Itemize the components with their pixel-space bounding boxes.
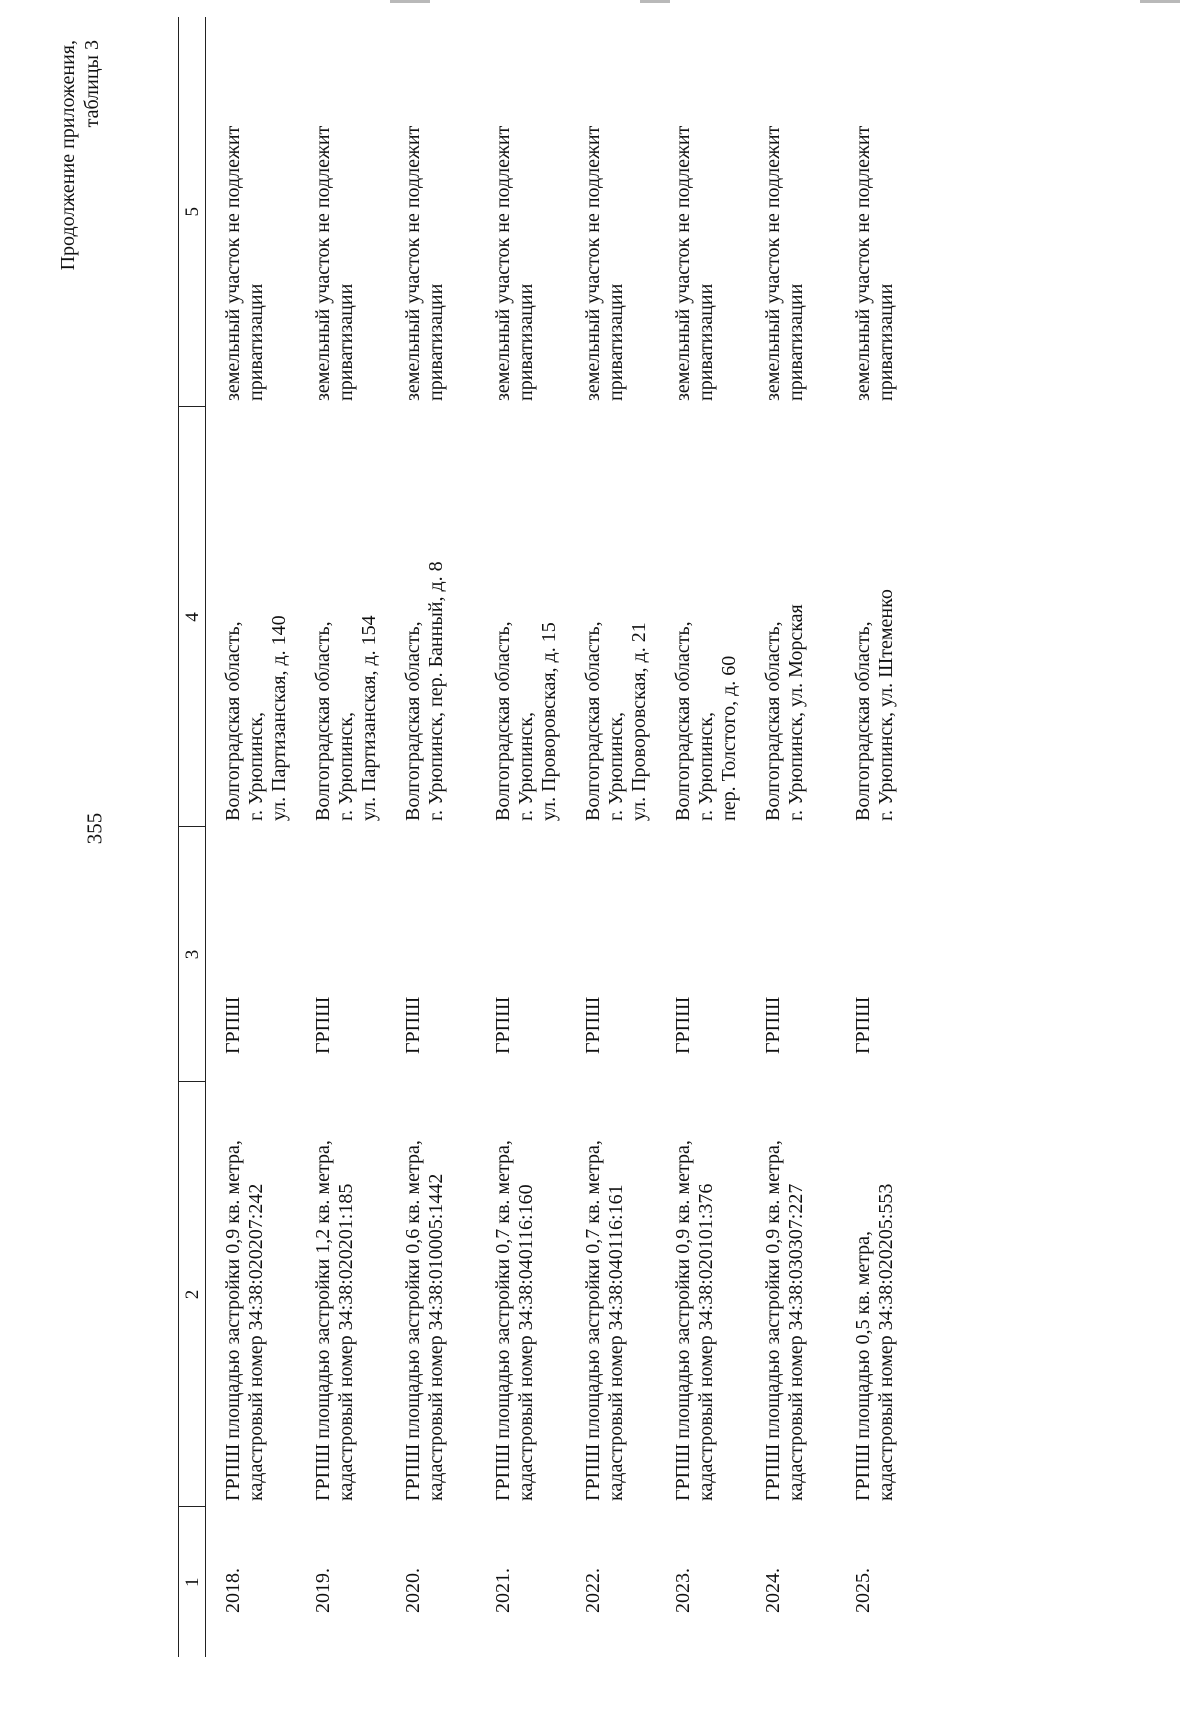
table-row (746, 17, 836, 1657)
object-description-cell (656, 1082, 746, 1507)
object-type-cell (836, 827, 926, 1082)
column-header-4: 4 (179, 407, 206, 827)
column-header-2: 2 (179, 1082, 206, 1507)
note-line: приватизации (784, 283, 807, 401)
object-type-cell (566, 827, 656, 1082)
object-type: ГРПШ (491, 996, 514, 1054)
table-header-row (179, 17, 206, 1657)
address-line: Волгоградская область, (491, 621, 514, 821)
note-line: земельный участок не подлежит (222, 125, 244, 401)
address-line: г. Урюпинск, (514, 712, 537, 821)
caption-line-1: Продолжение приложения, (57, 40, 79, 271)
row-number-cell (476, 1507, 566, 1657)
table-row (566, 17, 656, 1657)
description-line: ГРПШ площадью застройки 1,2 кв. метра, (311, 1140, 334, 1501)
description-line: кадастровый номер 34:38:020205:553 (874, 1183, 897, 1501)
note-line: приватизации (694, 283, 717, 401)
object-description-cell (296, 1082, 386, 1507)
address-line: ул. Проворовская, д. 21 (627, 622, 650, 821)
note-line: земельный участок не подлежит (311, 125, 334, 401)
note-line: приватизации (874, 283, 897, 401)
row-number: 2018. (222, 1568, 244, 1613)
description-line: кадастровый номер 34:38:030307:227 (784, 1183, 807, 1501)
note-line: земельный участок не подлежит (581, 125, 604, 401)
object-type: ГРПШ (401, 996, 424, 1054)
object-type: ГРПШ (581, 996, 604, 1054)
column-header-1: 1 (179, 1507, 206, 1657)
object-type: ГРПШ (761, 996, 784, 1054)
description-line: кадастровый номер 34:38:010005:1442 (424, 1173, 447, 1501)
note-cell (476, 17, 566, 407)
caption-line-2: таблицы 3 (81, 40, 103, 128)
address-cell (386, 407, 476, 827)
row-number: 2023. (671, 1568, 694, 1613)
table-row (386, 17, 476, 1657)
address-line: г. Урюпинск, (694, 712, 717, 821)
address-line: Волгоградская область, (222, 621, 244, 821)
description-line: кадастровый номер 34:38:020207:242 (245, 1183, 267, 1501)
row-number-cell (656, 1507, 746, 1657)
row-number-cell (836, 1507, 926, 1657)
continuation-caption (56, 40, 104, 330)
description-line: кадастровый номер 34:38:020101:376 (694, 1183, 717, 1501)
table-row (296, 17, 386, 1657)
description-line: кадастровый номер 34:38:040116:161 (604, 1184, 627, 1501)
address-cell (296, 407, 386, 827)
note-cell (746, 17, 836, 407)
note-cell (656, 17, 746, 407)
registry-table (178, 17, 926, 1657)
column-header-5: 5 (179, 17, 206, 407)
address-cell (746, 407, 836, 827)
address-line: Волгоградская область, (761, 621, 784, 821)
row-number-cell (386, 1507, 476, 1657)
table-row (206, 17, 296, 1657)
row-number-cell (566, 1507, 656, 1657)
object-type-cell (656, 827, 746, 1082)
address-cell (836, 407, 926, 827)
note-cell (566, 17, 656, 407)
object-type-cell (386, 827, 476, 1082)
address-line: Волгоградская область, (851, 621, 874, 821)
note-line: земельный участок не подлежит (671, 125, 694, 401)
table-row (656, 17, 746, 1657)
object-type: ГРПШ (671, 996, 694, 1054)
address-cell (656, 407, 746, 827)
row-number: 2025. (851, 1568, 874, 1613)
description-line: ГРПШ площадью застройки 0,9 кв. метра, (671, 1140, 694, 1501)
address-line: ул. Партизанская, д. 154 (357, 615, 380, 821)
row-number: 2022. (581, 1568, 604, 1613)
object-description-cell (206, 1082, 296, 1507)
description-line: кадастровый номер 34:38:020201:185 (334, 1183, 357, 1501)
address-line: пер. Толстого, д. 60 (717, 655, 740, 821)
object-type-cell (476, 827, 566, 1082)
object-type: ГРПШ (851, 996, 874, 1054)
address-cell (206, 407, 296, 827)
object-description-cell (746, 1082, 836, 1507)
note-line: земельный участок не подлежит (851, 125, 874, 401)
row-number: 2019. (311, 1568, 334, 1613)
column-header-3: 3 (179, 827, 206, 1082)
note-line: приватизации (245, 283, 267, 401)
note-cell (386, 17, 476, 407)
page-number: 355 (82, 812, 107, 845)
row-number-cell (746, 1507, 836, 1657)
address-line: ул. Проворовская, д. 15 (537, 622, 560, 821)
note-line: приватизации (334, 283, 357, 401)
description-line: ГРПШ площадью застройки 0,9 кв. метра, (222, 1140, 244, 1501)
note-cell (206, 17, 296, 407)
address-line: г. Урюпинск, (334, 712, 357, 821)
object-type-cell (746, 827, 836, 1082)
description-line: ГРПШ площадью застройки 0,9 кв. метра, (761, 1140, 784, 1501)
address-cell (476, 407, 566, 827)
table-body (206, 17, 926, 1657)
table-row (476, 17, 566, 1657)
object-type-cell (206, 827, 296, 1082)
object-type: ГРПШ (311, 996, 334, 1054)
note-line: земельный участок не подлежит (401, 125, 424, 401)
object-type: ГРПШ (222, 996, 244, 1054)
note-line: приватизации (514, 283, 537, 401)
note-cell (836, 17, 926, 407)
note-line: приватизации (604, 283, 627, 401)
address-line: г. Урюпинск, ул. Штеменко (874, 589, 897, 821)
row-number: 2020. (401, 1568, 424, 1613)
note-line: приватизации (424, 283, 447, 401)
address-line: г. Урюпинск, (604, 712, 627, 821)
address-cell (566, 407, 656, 827)
description-line: ГРПШ площадью застройки 0,6 кв. метра, (401, 1140, 424, 1501)
table-row (836, 17, 926, 1657)
description-line: ГРПШ площадью застройки 0,7 кв. метра, (581, 1140, 604, 1501)
object-description-cell (386, 1082, 476, 1507)
description-line: ГРПШ площадью 0,5 кв. метра, (851, 1230, 874, 1501)
object-type-cell (296, 827, 386, 1082)
row-number: 2024. (761, 1568, 784, 1613)
description-line: кадастровый номер 34:38:040116:160 (514, 1184, 537, 1501)
row-number-cell (296, 1507, 386, 1657)
address-line: г. Урюпинск, пер. Банный, д. 8 (424, 561, 447, 821)
row-number: 2021. (491, 1568, 514, 1613)
address-line: г. Урюпинск, ул. Морская (784, 604, 807, 821)
description-line: ГРПШ площадью застройки 0,7 кв. метра, (491, 1140, 514, 1501)
address-line: Волгоградская область, (581, 621, 604, 821)
row-number-cell (206, 1507, 296, 1657)
address-line: г. Урюпинск, (245, 712, 267, 821)
object-description-cell (476, 1082, 566, 1507)
note-line: земельный участок не подлежит (761, 125, 784, 401)
address-line: Волгоградская область, (311, 621, 334, 821)
address-line: Волгоградская область, (671, 621, 694, 821)
note-line: земельный участок не подлежит (491, 125, 514, 401)
object-description-cell (836, 1082, 926, 1507)
address-line: ул. Партизанская, д. 140 (268, 615, 290, 821)
object-description-cell (566, 1082, 656, 1507)
address-line: Волгоградская область, (401, 621, 424, 821)
note-cell (296, 17, 386, 407)
